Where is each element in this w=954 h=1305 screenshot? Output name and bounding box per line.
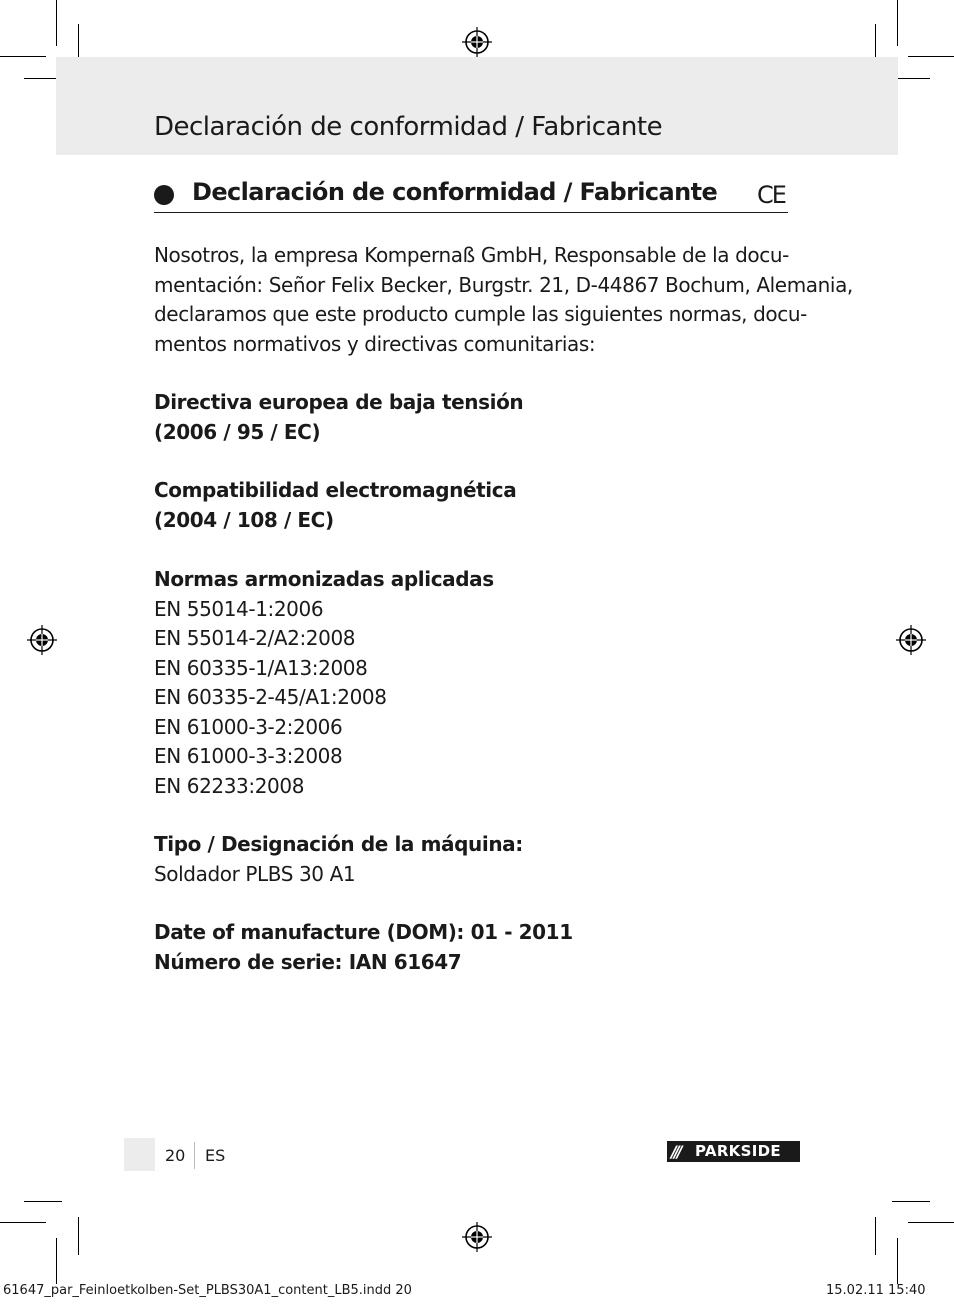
- crop-mark: [897, 0, 898, 46]
- crop-mark: [908, 56, 954, 57]
- directive-name: Compatibilidad electromagnética: [154, 478, 517, 502]
- registration-crosshair-icon: [462, 27, 492, 57]
- emc-directive: [154, 476, 516, 535]
- logo-text: PARKSIDE: [695, 1142, 781, 1160]
- crop-mark: [875, 1217, 876, 1255]
- registration-crosshair-icon: [462, 1222, 492, 1252]
- standard-item: EN 62233:2008: [154, 773, 305, 798]
- crop-mark: [78, 1217, 79, 1255]
- standard-item: EN 61000-3-2:2006: [154, 714, 343, 739]
- filled-circle-icon: [154, 185, 174, 205]
- page-title: Declaración de conformidad / Fabricante: [154, 112, 663, 142]
- crop-mark: [56, 1238, 57, 1284]
- intro-line: mentación: Señor Felix Becker, Burgstr. 21, D-44867 Bochum, Alemania,: [154, 272, 853, 297]
- directive-code: (2004 / 108 / EC): [154, 507, 334, 532]
- section-title: Declaración de conformidad / Fabricante: [192, 178, 718, 206]
- intro-line: mentos normativos y directivas comunitarias:: [154, 331, 596, 356]
- serial-number: Número de serie: IAN 61647: [154, 949, 462, 974]
- crop-mark: [908, 1222, 954, 1223]
- crop-mark: [24, 1201, 62, 1202]
- logo-slashes: ///: [671, 1142, 680, 1161]
- machine-heading: Tipo / Designación de la máquina:: [154, 832, 523, 856]
- low-voltage-directive: [154, 388, 523, 447]
- standards-heading: Normas armonizadas aplicadas: [154, 567, 494, 591]
- page-language: ES: [205, 1146, 226, 1165]
- directive-code: (2006 / 95 / EC): [154, 419, 321, 444]
- standard-item: EN 55014-2/A2:2008: [154, 626, 356, 650]
- intro-paragraph: [154, 241, 853, 359]
- standard-item: EN 60335-2-45/A1:2008: [154, 685, 387, 709]
- crop-mark: [897, 1238, 898, 1284]
- manufacture-info: [154, 918, 573, 977]
- section-heading: [154, 176, 788, 213]
- print-slug-date: 15.02.11 15:40: [826, 1283, 926, 1298]
- machine-value: Soldador PLBS 30 A1: [154, 861, 356, 886]
- crop-mark: [56, 0, 57, 46]
- parkside-logo: [667, 1141, 800, 1162]
- crop-mark: [892, 1201, 930, 1202]
- crop-mark: [0, 1222, 46, 1223]
- footer-divider: [194, 1142, 195, 1169]
- registration-crosshair-icon: [896, 625, 926, 655]
- harmonized-standards: [154, 565, 494, 801]
- directive-name: Directiva europea de baja tensión: [154, 390, 524, 414]
- standard-item: EN 61000-3-3:2008: [154, 744, 343, 768]
- standard-item: EN 55014-1:2006: [154, 596, 324, 621]
- print-slug-file: 61647_par_Feinloetkolben-Set_PLBS30A1_content_LB5.indd 20: [3, 1283, 412, 1298]
- intro-line: declaramos que este producto cumple las siguientes normas, docu-: [154, 302, 807, 326]
- page-number: 20: [165, 1146, 186, 1165]
- machine-designation: [154, 830, 523, 889]
- registration-crosshair-icon: [27, 625, 57, 655]
- standard-item: EN 60335-1/A13:2008: [154, 655, 368, 680]
- manufacture-date: Date of manufacture (DOM): 01 - 2011: [154, 920, 573, 944]
- ce-mark-icon: CE: [757, 181, 785, 209]
- crop-mark: [0, 56, 46, 57]
- footer-tab: [124, 1138, 155, 1171]
- intro-line: Nosotros, la empresa Kompernaß GmbH, Responsable de la docu-: [154, 243, 789, 267]
